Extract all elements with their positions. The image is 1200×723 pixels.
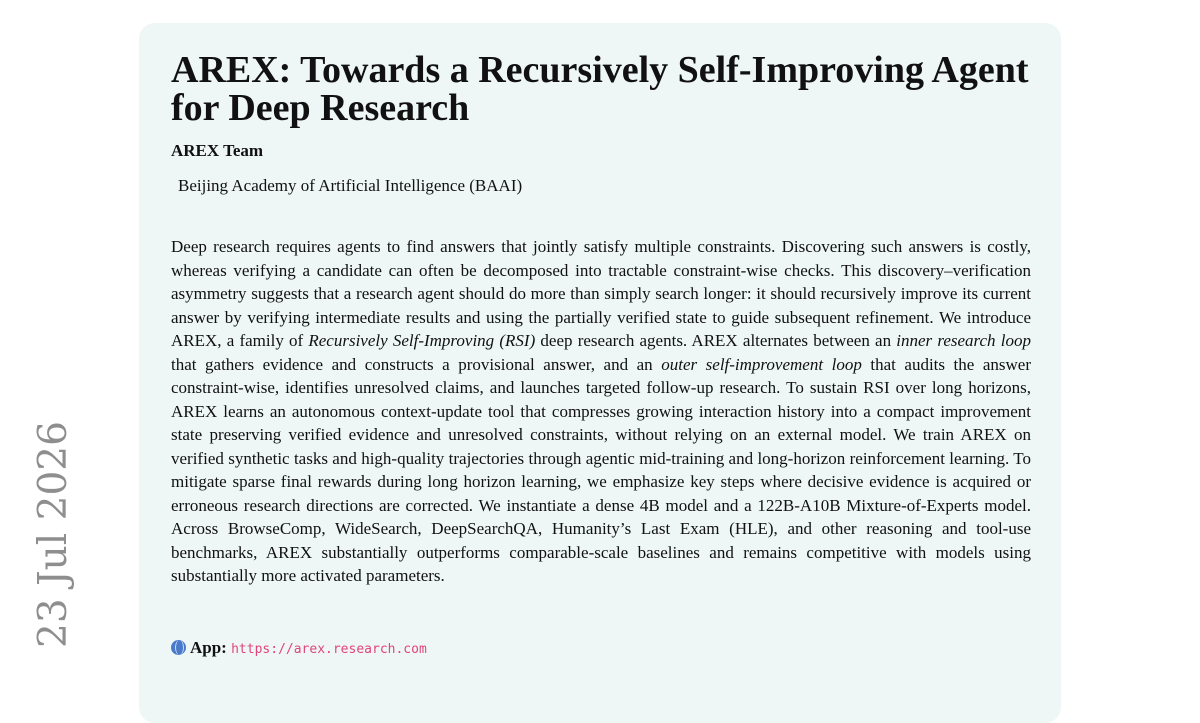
- app-link-row: [171, 638, 427, 658]
- abstract-emphasis: outer self-improvement loop: [661, 354, 862, 374]
- paper-title: AREX: Towards a Recursively Self-Improving Agent for Deep Research: [171, 49, 1029, 129]
- abstract-segment: deep research agents. AREX alternates between an: [535, 331, 897, 350]
- app-label: App:: [190, 638, 227, 657]
- abstract-emphasis: Recursively Self-Improving (RSI): [308, 331, 536, 350]
- app-url-link[interactable]: https://arex.research.com: [231, 642, 427, 657]
- paper-authors: AREX Team: [171, 141, 264, 160]
- date-stamp: 23 Jul 2026: [31, 421, 76, 648]
- abstract-segment: that audits the answer constraint-wise, identifies unresolved claims, and launches targeted follow-up research. To sustain RSI over long horizons, AREX learns an autonomous context-update tool that compresses growing interaction history into a compact improvement state preserving verified evidence and unresolved constraints, without relying on an external model. We train AREX on verified synthetic tasks and high-quality trajectories through agentic mid-training and long-horizon reinforcement learning. To mitigate sparse final rewards during long horizon learning, we emphasize key steps where decisive evidence is acquired or erroneous research directions are corrected. We instantiate a dense 4B model and a 122B-A10B Mixture-of-Experts model. Across BrowseComp, WideSearch, DeepSearchQA, Humanity’s Last Exam (HLE), and other reasoning and tool-use benchmarks, AREX substantially outperforms comparable-scale baselines and remains competitive with models using substantially more activated parameters.: [171, 354, 1032, 585]
- paper-abstract: [171, 235, 1031, 588]
- abstract-segment: that gathers evidence and constructs a provisional answer, and an: [171, 354, 662, 374]
- abstract-segment: Deep research requires agents to find answers that jointly satisfy multiple constraints. Discovering such answers is costly, whereas verifying a candidate can often be decomposed into tractable constraint-wise checks. This discovery–verification asymmetry suggests that a research agent should do more than simply search longer: it should recursively improve its current answer by verifying intermediate results and using the partially verified state to guide subsequent refinement. We introduce AREX, a family of: [171, 237, 1031, 350]
- paper-affiliation: Beijing Academy of Artificial Intelligence (BAAI): [178, 176, 523, 195]
- paper-header-card: [139, 23, 1061, 723]
- abstract-emphasis: inner research loop: [896, 331, 1031, 350]
